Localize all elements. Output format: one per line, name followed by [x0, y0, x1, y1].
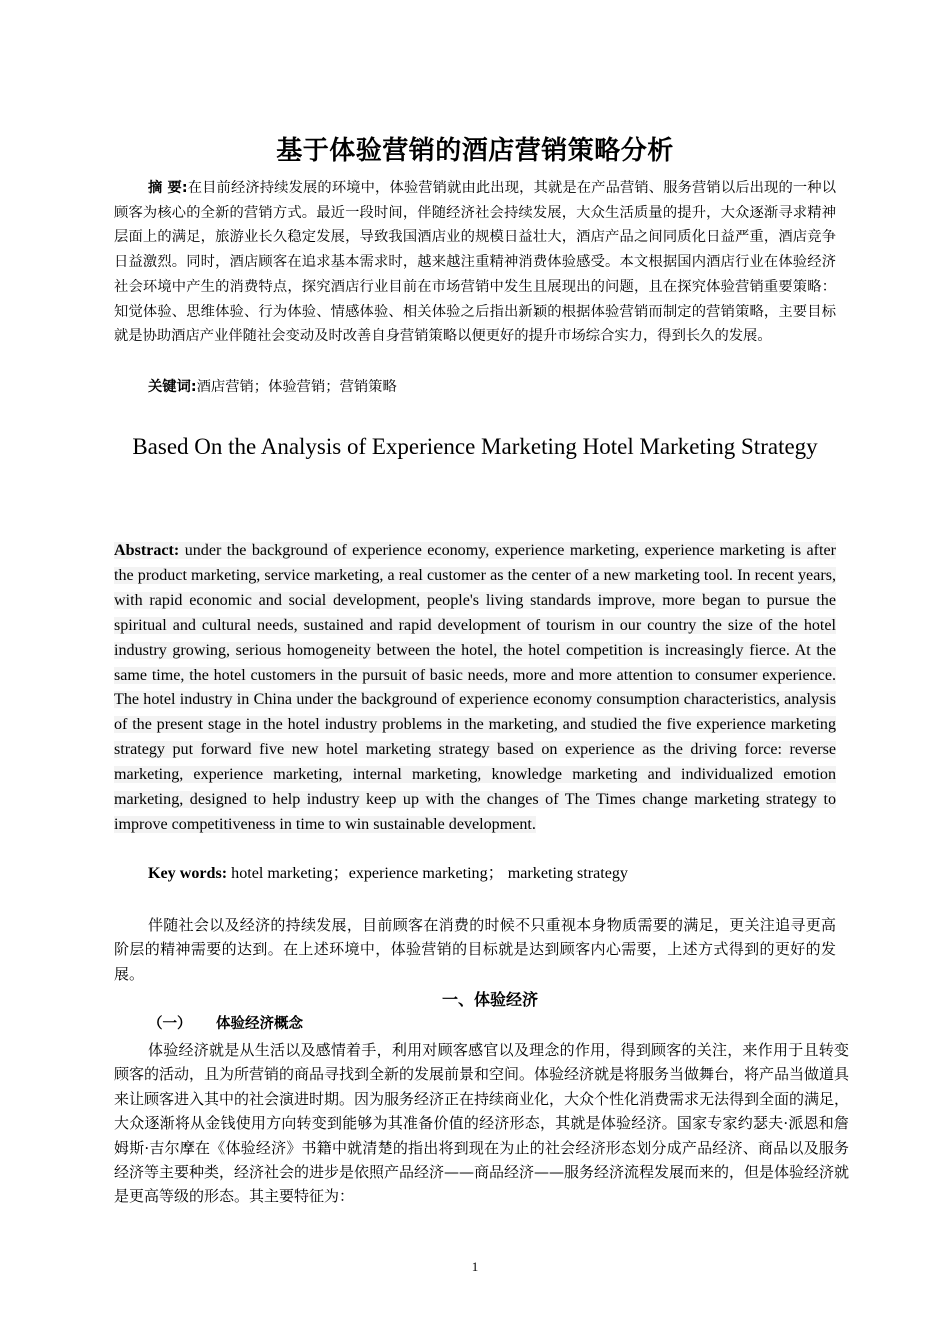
chinese-abstract-text: 在目前经济持续发展的环境中，体验营销就由此出现，其就是在产品营销、服务营销以后出现的一种以顾客为核心的全新的营销方式。最近一段时间，伴随经济社会持续发展，大众生活质量的提升，大众逐渐寻求精神层面上的满足，旅游业长久稳定发展，导致我国酒店业的规模日益壮大，酒店产品之间同质化日益严重，酒店竞争日益激烈。同时，酒店顾客在追求基本需求时，越来越注重精神消费体验感受。本文根据国内酒店行业在体验经济社会环境中产生的消费特点，探究酒店行业目前在市场营销中发生且展现出的问题，且在探究体验营销重要策略：知觉体验、思维体验、行为体验、情感体验、相关体验之后指出新颖的根据体验营销而制定的营销策略，主要目标就是协助酒店产业伴随社会变动及时改善自身营销策略以便更好的提升市场综合实力，得到长久的发展。: [114, 180, 836, 345]
english-keywords-label: Key words:: [148, 865, 228, 882]
english-keywords: [114, 862, 836, 886]
page-number: 1: [471, 1259, 479, 1274]
chinese-abstract: [114, 176, 836, 349]
chinese-abstract-label: 摘 要:: [148, 180, 188, 196]
english-title: Based On the Analysis of Experience Marketing Hotel Marketing Strategy: [132, 434, 818, 459]
subsection-number: （一）: [148, 1016, 192, 1032]
intro-paragraph: 伴随社会以及经济的持续发展，目前顾客在消费的时候不只重视本身物质需要的满足，更关注追寻更高阶层的精神需要的达到。在上述环境中，体验营销的目标就是达到顾客内心需要，上述方式得到的更好的发展。: [114, 916, 836, 983]
chinese-keywords-label: 关键词:: [148, 379, 197, 395]
section-heading: 一、体验经济: [441, 990, 538, 1009]
body-paragraph: 体验经济就是从生活以及感情着手，利用对顾客感官以及理念的作用，得到顾客的关注，来作用于且转变顾客的活动，且为所营销的商品寻找到全新的发展前景和空间。体验经济就是将服务当做舞台，将产品当做道具来让顾客进入其中的社会演进时期。因为服务经济正在持续商业化，大众个性化消费需求无法得到全面的满足，大众逐渐将从金钱使用方向转变到能够为其准备价值的经济形态，其就是体验经济。国家专家约瑟夫·派恩和詹姆斯·吉尔摩在《体验经济》书籍中就清楚的指出将到现在为止的社会经济形态划分成产品经济、商品以及服务经济等主要种类，经济社会的进步是依照产品经济——商品经济——服务经济流程发展而来的，但是体验经济就是更高等级的形态。其主要特征为：: [114, 1041, 850, 1206]
chinese-keywords: [114, 376, 836, 398]
chinese-keywords-text: 酒店营销；体验营销；营销策略: [196, 379, 397, 395]
subsection-heading: [114, 1013, 836, 1035]
subsection-title: 体验经济概念: [216, 1016, 303, 1032]
english-keywords-text: hotel marketing；experience marketing； marketing strategy: [227, 865, 628, 882]
english-abstract-text: under the background of experience economy, experience marketing, experience marketing is after the product marketing, service marketing, a real customer as the center of a new marketing tool. In recent years, with rapid economic and social development, people's living standards improve, more began to pursue the spiritual and cultural needs, sustained and rapid development of tourism in our country the size of the hotel industry growing, serious homogeneity between the hotel, the hotel competition is increasingly fierce. At the same time, the hotel customers in the pursuit of basic needs, more and more attention to consumer experience. The hotel industry in China under the background of experience economy consumption characteristics, analysis of the present stage in the hotel industry problems in the marketing, and studied the five experience marketing strategy put forward five new hotel marketing strategy based on experience as the driving force: reverse marketing, experience marketing, internal marketing, knowledge marketing and individualized emotion marketing, designed to help industry keep up with the changes of The Times change marketing strategy to improve competitiveness in time to win sustainable development.: [114, 542, 837, 833]
chinese-title: 基于体验营销的酒店营销策略分析: [276, 136, 674, 166]
english-abstract: [114, 539, 836, 838]
english-abstract-label: Abstract:: [114, 542, 180, 559]
